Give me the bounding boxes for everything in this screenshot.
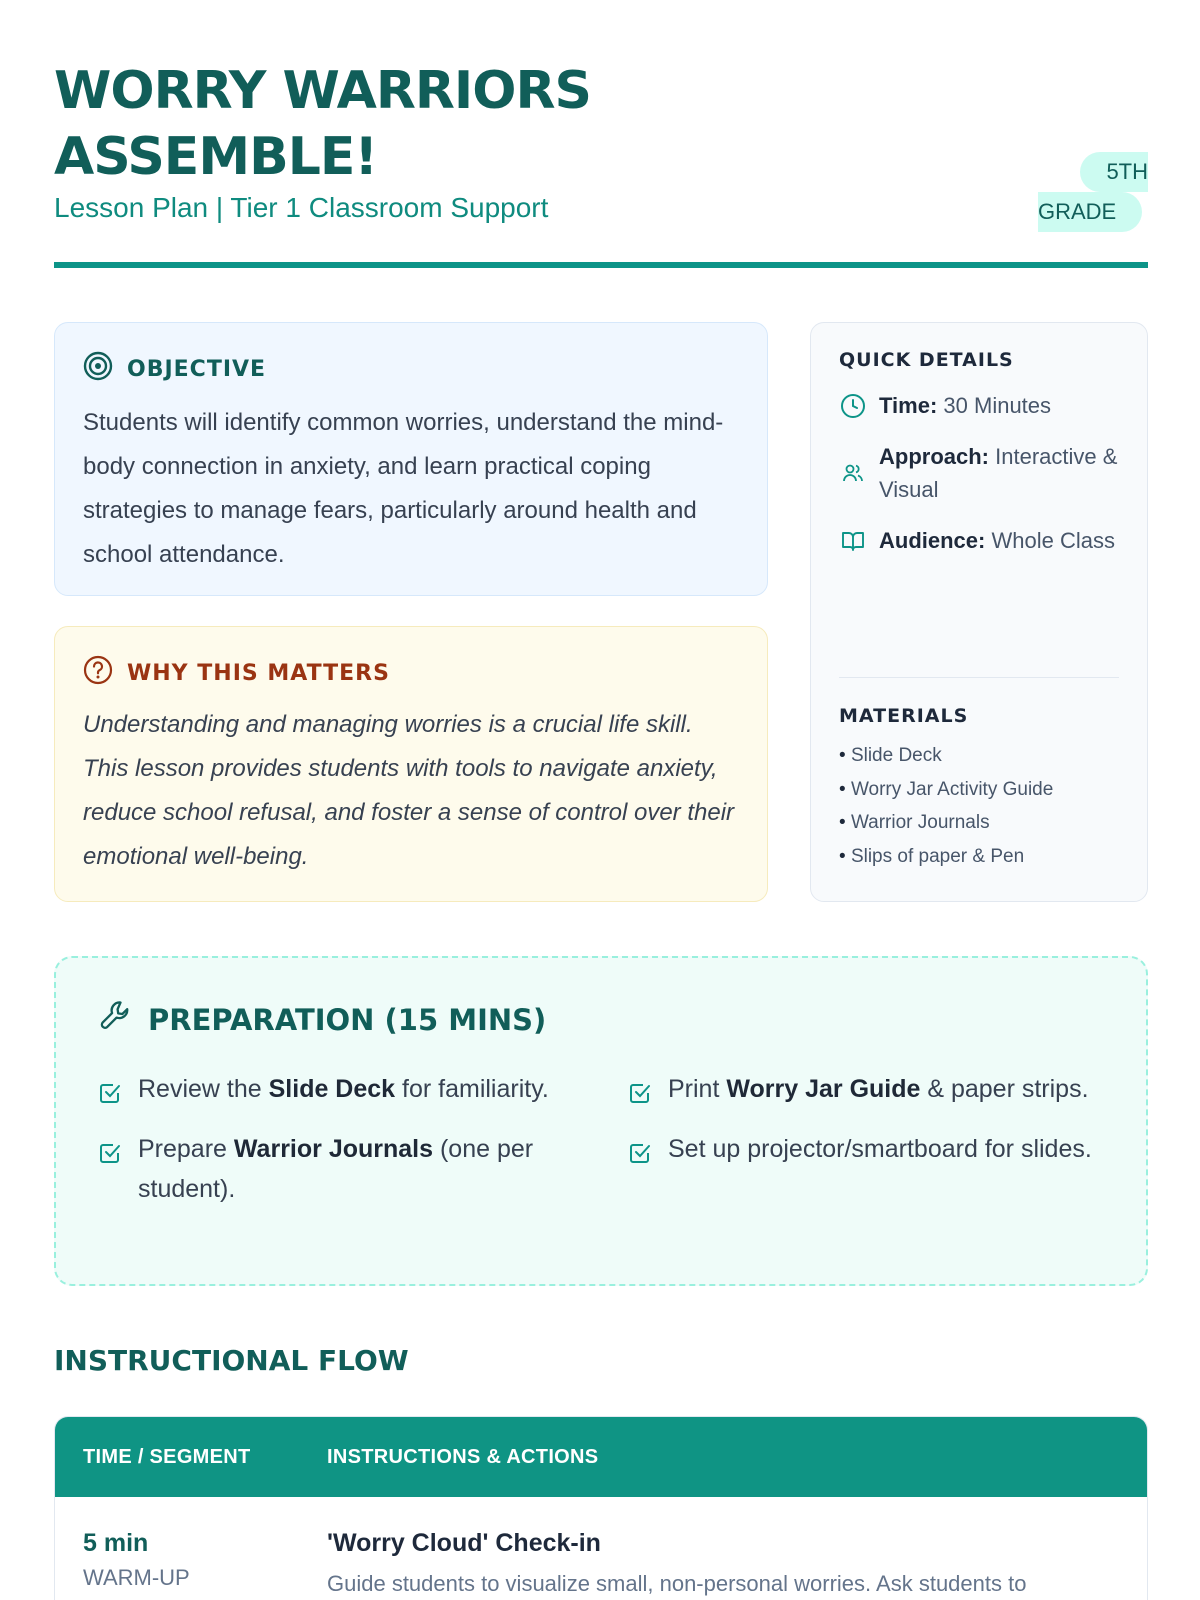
page-title (54, 58, 814, 190)
target-icon (83, 351, 113, 387)
materials-item: • Worry Jar Activity Guide (839, 773, 1053, 807)
segment-name: WARM-UP (83, 1565, 190, 1590)
question-icon (83, 655, 113, 691)
approach-value: Interactive & Visual (879, 444, 1118, 502)
checklist-item: Print Worry Jar Guide & paper strips. (628, 1069, 1098, 1117)
details-divider (839, 677, 1119, 678)
segment-cell (55, 1525, 327, 1600)
checkbox-icon (628, 1129, 654, 1209)
checkbox-icon (628, 1069, 654, 1117)
materials-item: • Slide Deck (839, 739, 1053, 773)
wrench-icon (98, 998, 134, 1041)
objective-card (54, 322, 768, 596)
instructions-cell (327, 1525, 1147, 1600)
why-heading (83, 655, 739, 691)
grade-badge-line-2: GRADE (1038, 192, 1142, 232)
clock-icon (839, 393, 867, 419)
checkbox-icon (98, 1069, 124, 1117)
activity-description: Guide students to visualize small, non-personal worries. Ask students to (327, 1571, 1027, 1596)
why-card (54, 626, 768, 902)
preparation-title: PREPARATION (15 MINS) (148, 1002, 547, 1037)
table-header (55, 1417, 1147, 1497)
checkbox-icon (98, 1129, 124, 1209)
materials-section (839, 705, 1053, 873)
table-row (55, 1497, 1147, 1600)
quick-details-heading: QUICK DETAILS (839, 349, 1014, 371)
column-header-instructions: INSTRUCTIONS & ACTIONS (327, 1445, 599, 1468)
detail-approach (839, 440, 1119, 506)
column-header-time: TIME / SEGMENT (83, 1445, 251, 1468)
users-icon (839, 461, 867, 485)
segment-time: 5 min (83, 1529, 149, 1557)
materials-list (839, 739, 1053, 873)
objective-heading (83, 351, 739, 387)
preparation-heading (98, 998, 1104, 1041)
objective-text: Students will identify common worries, understand the mind-body connection in anxiety, and learn practical coping strategies to manage fears, particularly around health and school attendance. (83, 409, 724, 568)
materials-item: • Warrior Journals (839, 806, 1053, 840)
checklist-item: Set up projector/smartboard for slides. (628, 1129, 1098, 1209)
title-line-2: ASSEMBLE! (54, 127, 378, 187)
book-icon (839, 528, 867, 554)
activity-title: 'Worry Cloud' Check-in (327, 1529, 601, 1557)
why-label: WHY THIS MATTERS (127, 660, 390, 686)
lesson-plan-page (54, 0, 1148, 1600)
time-value: 30 Minutes (943, 393, 1052, 418)
checklist-item: Review the Slide Deck for familiarity. (98, 1069, 628, 1117)
quick-details-card (810, 322, 1148, 902)
approach-label: Approach: (879, 444, 989, 469)
materials-heading: MATERIALS (839, 705, 969, 727)
instructional-flow-heading: INSTRUCTIONAL FLOW (54, 1344, 409, 1377)
grade-badge-line-1: 5TH (1080, 152, 1148, 192)
objective-label: OBJECTIVE (127, 356, 267, 382)
audience-label: Audience: (879, 528, 986, 553)
title-line-1: WORRY WARRIORS (54, 61, 591, 121)
header-divider (54, 262, 1148, 268)
detail-time (839, 389, 1119, 422)
grade-badge (1038, 152, 1148, 238)
instructional-flow-table (54, 1416, 1148, 1600)
audience-value: Whole Class (991, 528, 1115, 553)
materials-item: • Slips of paper & Pen (839, 840, 1053, 874)
preparation-card (54, 956, 1148, 1286)
detail-audience (839, 524, 1119, 557)
why-text: Understanding and managing worries is a crucial life skill. This lesson provides students with tools to navigate anxiety, reduce school refusal, and foster a sense of control over their emotional well-being. (83, 711, 735, 870)
time-label: Time: (879, 393, 938, 418)
checklist-item: Prepare Warrior Journals (one per student). (98, 1129, 628, 1209)
page-subtitle: Lesson Plan | Tier 1 Classroom Support (54, 192, 549, 223)
preparation-checklist (98, 1069, 1104, 1209)
